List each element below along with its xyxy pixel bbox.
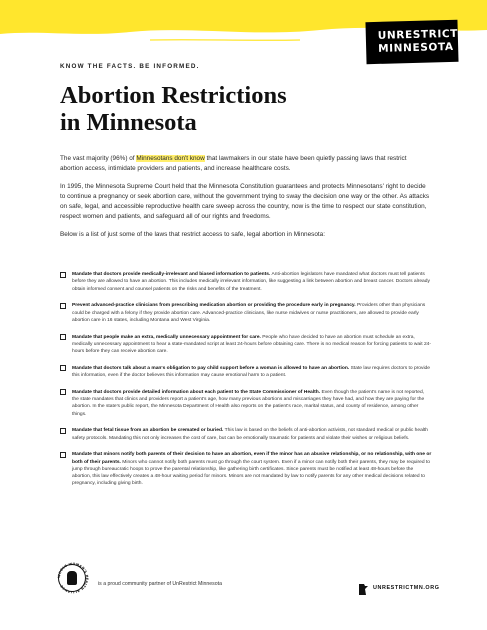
law-heading: Mandate that doctors talk about a man's obligation to pay child support before a woman is allowed to have an abortion. <box>72 365 350 371</box>
list-item <box>60 271 432 293</box>
title-line-2: in Minnesota <box>60 109 197 136</box>
checkbox[interactable] <box>60 272 66 278</box>
law-body: State law requires doctors to provide this information, even if the doctor believes this information may cause emotional harm to a patient. <box>72 365 430 378</box>
svg-text:WHOLE WOMAN'S HEALTH ALLIANCE <box>57 562 89 594</box>
checkbox[interactable] <box>60 389 66 395</box>
badge-ring-text <box>56 557 90 599</box>
logo-line-1: UNRESTRICT <box>377 27 459 42</box>
checkbox[interactable] <box>60 452 66 458</box>
intro-paragraph-3: Below is a list of just some of the laws that restrict access to safe, legal abortion in Minnesota: <box>60 230 325 238</box>
law-body: This law is based on the beliefs of anti-abortion activists, not standard medical or public health safety protocols. Mandating this not only increases the cost of care, but can be emotionally traumatic for patients and violate their wishes or religious beliefs. <box>72 428 428 441</box>
intro-paragraph-1 <box>60 154 430 175</box>
law-heading: Mandate that minors notify both parents of their decision to have an abortion, even if the minor has an abusive relationship, or no relationship, with one or both of their parents. <box>72 452 432 465</box>
list-item <box>60 389 432 418</box>
checkbox[interactable] <box>60 303 66 309</box>
law-heading: Mandate that doctors provide medically-irrelevant and biased information to patients. <box>72 272 271 277</box>
list-item <box>60 334 432 356</box>
law-heading: Mandate that fetal tissue from an abortion be cremated or buried. <box>72 428 224 434</box>
list-item <box>60 365 432 380</box>
highlighted-phrase: Minnesotans don't know <box>136 155 205 162</box>
unrestrict-minnesota-logo <box>365 20 458 64</box>
list-item <box>60 451 432 487</box>
brush-streak <box>150 40 300 41</box>
kicker-text: KNOW THE FACTS. BE INFORMED. <box>60 63 200 70</box>
page-title <box>60 82 360 136</box>
law-body: Providers other than physicians could be charged with a felony if they provide abortion care. Advanced-practice clinicians, like nurse midwives or nurse practitioners, are allowed to provide early abortion care in 16 states, including Montana and West Virginia. <box>72 303 426 323</box>
list-item <box>60 427 432 442</box>
list-item <box>60 302 432 324</box>
laws-checklist <box>60 271 432 497</box>
website-link[interactable]: UNRESTRICTMN.ORG <box>373 585 440 591</box>
law-body: Minors who cannot notify both parents must go through the court system. Even if a minor can notify both their parents, they may be required to jump through bureaucratic hoops to prove the parental relationship, like gathering birth certificates. Since parents must be notified at least 48-hours before the abortion, this law effectively creates a 48-hour waiting period for minors. Minors are not mandated by law to notify parents for any other medical decisions related to pregnancy, including giving birth. <box>72 459 431 487</box>
intro-p1-after: that lawmakers in our state have been quietly passing laws that restrict abortion access, intimidate providers and patients, and increase healthcare costs. <box>60 155 407 173</box>
logo-line-2: MINNESOTA <box>378 40 454 55</box>
checkbox[interactable] <box>60 365 66 371</box>
law-heading: Mandate that doctors provide detailed information about each patient to the State Commissioner of Health. <box>72 389 321 395</box>
law-body: Anti-abortion legislators have mandated what doctors must tell patients before they are allowed to have an abortion. This includes medically irrelevant information, like suggesting a link between abortion and breast cancer. Doctors already obtain informed consent and counsel patients on the risks and benefits of the treatment. <box>72 272 430 292</box>
intro-section <box>60 154 430 247</box>
law-body: People who have decided to have an abortion must schedule an extra, medically unnecessary appointment to hear a state-mandated script at least 24-hours before obtaining care. There is no medical reason for forcing patients to wait 24-hours before they can receive abortion care. <box>72 334 432 354</box>
title-line-1: Abortion Restrictions <box>60 82 287 109</box>
minnesota-map-icon <box>359 584 368 595</box>
checkbox[interactable] <box>60 334 66 340</box>
law-body: Even though the patient's name is not reported, the state mandates that clinics and providers report a patient's age, how many previous abortions and miscarriages they have had, and how they are paying for the abortion. In the state's public report, the Minnesota Department of Health also reports on the patient's race, marital status, and county of residence, among other things. <box>72 389 425 417</box>
intro-p1-before: The vast majority (96%) of <box>60 155 137 162</box>
checkbox[interactable] <box>60 428 66 434</box>
law-heading: Prevent advanced-practice clinicians from prescribing medication abortion or providing the procedure early in pregnancy. <box>72 303 356 309</box>
badge-ring-label: WHOLE WOMAN'S HEALTH ALLIANCE <box>56 561 90 595</box>
law-heading: Mandate that people make an extra, medically unnecessary appointment for care. <box>72 334 261 340</box>
partner-statement: is a proud community partner of UnRestrict Minnesota <box>98 581 222 587</box>
intro-paragraph-2: In 1995, the Minnesota Supreme Court held that the Minnesota Constitution guarantees and protects Minnesotans' right to decide to continue a pregnancy or seek abortion care, without the government trying to sway the decision one way or the other. As attacks on safe, legal, and accessible reproductive health care sweep across the country, now is the time to respect our state constitution, respect women and patients, and safeguard all of our rights and freedoms. <box>60 182 430 221</box>
